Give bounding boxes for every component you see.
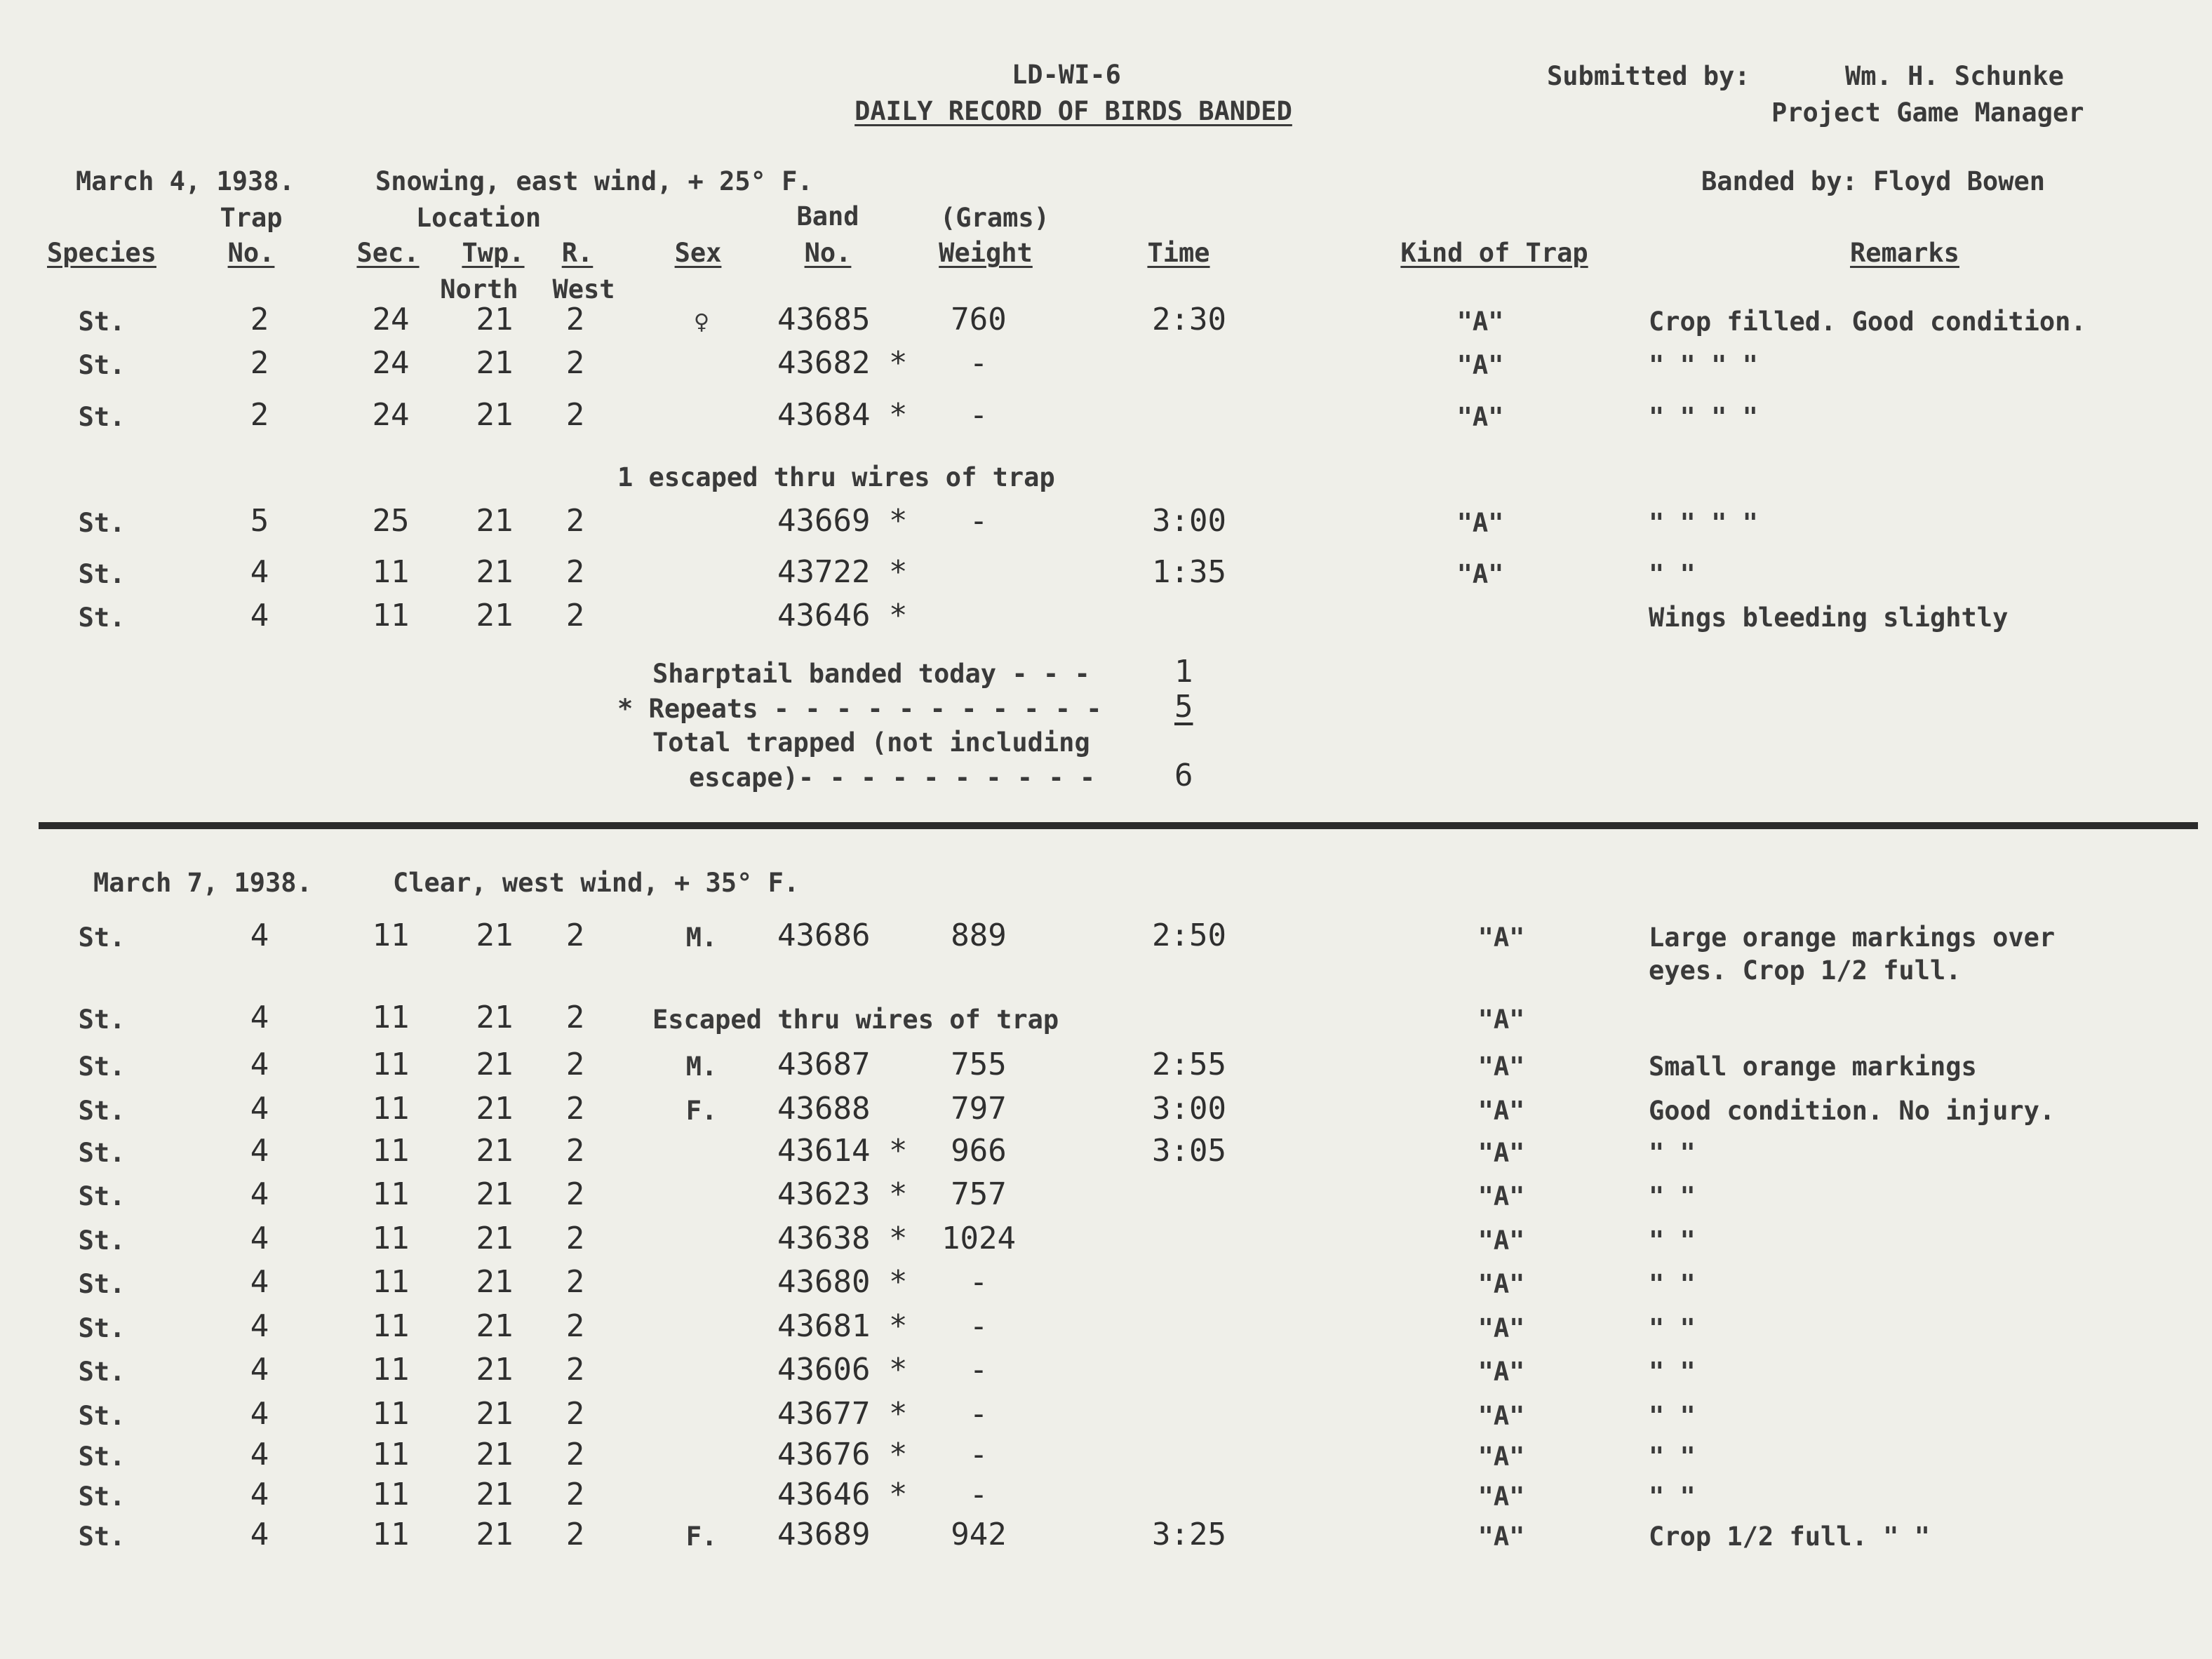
cell-species: St.: [78, 559, 126, 589]
cell-species: St.: [78, 508, 126, 538]
cell-twp: 21: [476, 1308, 514, 1344]
cell-kind: "A": [1477, 1225, 1525, 1256]
cell-weight: 942: [951, 1517, 1007, 1552]
cell-band: 43646 *: [777, 598, 908, 633]
cell-band: 43646 *: [777, 1477, 908, 1512]
escaped-note: 1 escaped thru wires of trap: [617, 462, 1055, 492]
summary-banded-value: 1: [1174, 654, 1193, 690]
cell-band: 43685: [777, 302, 871, 337]
cell-time: 2:50: [1152, 918, 1226, 953]
cell-r: 2: [565, 503, 585, 539]
cell-sec: 11: [372, 1176, 410, 1212]
cell-remarks: Large orange markings over: [1649, 922, 2056, 953]
cell-remarks: " " " ": [1649, 508, 1758, 538]
cell-species: St.: [78, 307, 126, 337]
cell-weight: -: [969, 1352, 988, 1388]
col-r: R.: [561, 238, 594, 268]
cell-sec: 24: [372, 302, 410, 337]
cell-sex: F.: [685, 1522, 718, 1552]
cell-band: 43677 *: [777, 1396, 908, 1432]
cell-sec: 11: [372, 1264, 410, 1300]
day2-escaped-note: Escaped thru wires of trap: [652, 1005, 1059, 1035]
cell-species: St.: [78, 1181, 126, 1211]
cell-trap: 4: [250, 1308, 269, 1344]
col-kind-of-trap: Kind of Trap: [1400, 238, 1588, 268]
cell-trap: 4: [250, 1437, 269, 1472]
cell-remarks: " ": [1649, 559, 1696, 589]
cell-band: 43687: [777, 1047, 871, 1082]
cell-trap: 4: [250, 1133, 269, 1169]
cell-kind: "A": [1456, 307, 1504, 337]
summary-total-label-2: escape)- - - - - - - - - -: [689, 763, 1096, 793]
cell-sec: 24: [372, 397, 410, 433]
cell-band: 43684 *: [777, 397, 908, 433]
cell-trap: 4: [250, 1396, 269, 1432]
cell-trap: 4: [250, 1091, 269, 1127]
cell-r: 2: [565, 1352, 585, 1388]
cell-r: 2: [565, 345, 585, 381]
cell-band: 43689: [777, 1517, 871, 1552]
cell-time: 2:55: [1152, 1047, 1226, 1082]
cell-sec: 24: [372, 345, 410, 381]
cell-sec: 11: [372, 1517, 410, 1552]
summary-banded-label: Sharptail banded today - - -: [652, 659, 1090, 689]
cell-band: 43680 *: [777, 1264, 908, 1300]
cell-time: 3:05: [1152, 1133, 1226, 1169]
cell-kind: "A": [1477, 1442, 1525, 1472]
col-twp: Twp.: [462, 238, 525, 268]
cell-twp: 21: [476, 397, 514, 433]
cell-species: St.: [78, 1401, 126, 1431]
cell-trap: 4: [250, 1176, 269, 1212]
col-weight: Weight: [939, 238, 1033, 268]
cell-remarks: " ": [1649, 1357, 1696, 1387]
cell-species: St.: [78, 1005, 126, 1035]
cell-sex: ♀: [693, 307, 710, 337]
cell-time: 3:00: [1152, 1091, 1226, 1127]
cell-weight: 1024: [941, 1221, 1016, 1256]
col-time: Time: [1147, 238, 1210, 268]
cell-band: 43722 *: [777, 554, 908, 590]
cell-species: St.: [78, 1269, 126, 1299]
col-band-top: Band: [796, 201, 859, 231]
cell-twp: 21: [476, 1047, 514, 1082]
cell-kind: "A": [1477, 1313, 1525, 1343]
cell-r: 2: [565, 397, 585, 433]
col-band-no: No.: [804, 238, 852, 268]
cell-remarks: " ": [1649, 1482, 1696, 1512]
cell-time: 2:30: [1152, 302, 1226, 337]
col-north: North: [440, 274, 518, 304]
cell-r: 2: [565, 1308, 585, 1344]
cell-r: 2: [565, 1517, 585, 1552]
cell-r: 2: [565, 598, 585, 633]
cell-twp: 21: [476, 345, 514, 381]
cell-weight: 966: [951, 1133, 1007, 1169]
cell-trap: 2: [250, 302, 269, 337]
day2-remarks-continued: eyes. Crop 1/2 full.: [1649, 955, 1962, 986]
cell-species: St.: [78, 350, 126, 380]
cell-r: 2: [565, 1221, 585, 1256]
summary-total-label-1: Total trapped (not including: [652, 727, 1090, 758]
cell-species: St.: [78, 402, 126, 432]
cell-r: 2: [565, 302, 585, 337]
cell-remarks: " ": [1649, 1225, 1696, 1256]
cell-remarks: Small orange markings: [1649, 1052, 1977, 1082]
col-location-top: Location: [415, 203, 542, 233]
cell-remarks: " ": [1649, 1313, 1696, 1343]
col-sex: Sex: [674, 238, 722, 268]
cell-sec: 25: [372, 503, 410, 539]
cell-sec: 11: [372, 1133, 410, 1169]
cell-r: 2: [565, 1437, 585, 1472]
cell-weight: -: [969, 1308, 988, 1344]
cell-trap: 4: [250, 1000, 269, 1035]
cell-kind: "A": [1477, 1357, 1525, 1387]
col-trap-top: Trap: [220, 203, 283, 233]
cell-r: 2: [565, 1396, 585, 1432]
cell-kind: "A": [1477, 922, 1525, 953]
cell-kind: "A": [1456, 559, 1504, 589]
cell-trap: 4: [250, 598, 269, 633]
cell-r: 2: [565, 1133, 585, 1169]
cell-sec: 11: [372, 1221, 410, 1256]
cell-kind: "A": [1477, 1401, 1525, 1431]
cell-sec: 11: [372, 1352, 410, 1388]
page-title: DAILY RECORD OF BIRDS BANDED: [854, 96, 1292, 126]
cell-remarks: " ": [1649, 1138, 1696, 1168]
cell-band: 43623 *: [777, 1176, 908, 1212]
cell-twp: 21: [476, 503, 514, 539]
cell-species: St.: [78, 1225, 126, 1256]
cell-weight: 757: [951, 1176, 1007, 1212]
cell-time: 1:35: [1152, 554, 1226, 590]
cell-species: St.: [78, 1052, 126, 1082]
cell-twp: 21: [476, 1000, 514, 1035]
day1-date: March 4, 1938.: [76, 166, 295, 196]
cell-kind: "A": [1477, 1522, 1525, 1552]
summary-repeats-value: 5: [1174, 689, 1193, 725]
cell-twp: 21: [476, 1352, 514, 1388]
cell-band: 43669 *: [777, 503, 908, 539]
cell-remarks: " ": [1649, 1442, 1696, 1472]
cell-trap: 5: [250, 503, 269, 539]
cell-r: 2: [565, 554, 585, 590]
cell-kind: "A": [1477, 1096, 1525, 1126]
cell-species: St.: [78, 1138, 126, 1168]
cell-r: 2: [565, 1176, 585, 1212]
day2-date: March 7, 1938.: [93, 868, 312, 898]
cell-kind: "A": [1456, 402, 1504, 432]
cell-weight: -: [969, 345, 988, 381]
col-sec: Sec.: [356, 238, 420, 268]
cell-trap: 4: [250, 1477, 269, 1512]
cell-sec: 11: [372, 1477, 410, 1512]
cell-weight: 760: [951, 302, 1007, 337]
submitted-by-label: Submitted by:: [1547, 61, 1750, 91]
cell-weight: -: [969, 503, 988, 539]
form-code: LD-WI-6: [1012, 60, 1121, 90]
submitted-by-title: Project Game Manager: [1771, 98, 2084, 128]
banded-by-name: Floyd Bowen: [1873, 166, 2046, 196]
cell-twp: 21: [476, 1133, 514, 1169]
col-grams-top: (Grams): [940, 203, 1050, 233]
col-trap-no: No.: [227, 238, 275, 268]
cell-twp: 21: [476, 302, 514, 337]
cell-trap: 4: [250, 554, 269, 590]
cell-band: 43614 *: [777, 1133, 908, 1169]
cell-species: St.: [78, 1482, 126, 1512]
cell-sex: M.: [685, 922, 718, 953]
cell-trap: 4: [250, 1517, 269, 1552]
cell-species: St.: [78, 1522, 126, 1552]
cell-trap: 2: [250, 345, 269, 381]
cell-kind: "A": [1477, 1138, 1525, 1168]
cell-band: 43638 *: [777, 1221, 908, 1256]
cell-remarks: Crop filled. Good condition.: [1649, 307, 2086, 337]
cell-trap: 4: [250, 1047, 269, 1082]
submitted-by-name: Wm. H. Schunke: [1845, 61, 2064, 91]
cell-band: 43681 *: [777, 1308, 908, 1344]
cell-twp: 21: [476, 1221, 514, 1256]
cell-sec: 11: [372, 1000, 410, 1035]
cell-band: 43688: [777, 1091, 871, 1127]
cell-kind: "A": [1477, 1181, 1525, 1211]
cell-weight: -: [969, 1477, 988, 1512]
cell-species: St.: [78, 1096, 126, 1126]
col-west: West: [552, 274, 615, 304]
cell-kind: "A": [1477, 1482, 1525, 1512]
cell-trap: 4: [250, 1221, 269, 1256]
banded-by-label: Banded by:: [1701, 166, 1858, 196]
cell-r: 2: [565, 1091, 585, 1127]
cell-twp: 21: [476, 1091, 514, 1127]
col-remarks: Remarks: [1850, 238, 1959, 268]
cell-weight: -: [969, 397, 988, 433]
col-species: Species: [47, 238, 156, 268]
cell-twp: 21: [476, 554, 514, 590]
cell-weight: -: [969, 1264, 988, 1300]
cell-weight: 889: [951, 918, 1007, 953]
cell-remarks: " ": [1649, 1401, 1696, 1431]
cell-sec: 11: [372, 554, 410, 590]
cell-kind: "A": [1456, 350, 1504, 380]
cell-band: 43682 *: [777, 345, 908, 381]
cell-time: 3:00: [1152, 503, 1226, 539]
cell-sec: 11: [372, 1308, 410, 1344]
cell-twp: 21: [476, 918, 514, 953]
cell-sec: 11: [372, 598, 410, 633]
cell-twp: 21: [476, 1264, 514, 1300]
cell-remarks: Crop 1/2 full. " ": [1649, 1522, 1930, 1552]
cell-kind: "A": [1477, 1052, 1525, 1082]
cell-r: 2: [565, 918, 585, 953]
cell-r: 2: [565, 1000, 585, 1035]
cell-sex: F.: [685, 1096, 718, 1126]
cell-species: St.: [78, 603, 126, 633]
cell-trap: 4: [250, 918, 269, 953]
cell-r: 2: [565, 1047, 585, 1082]
cell-weight: -: [969, 1437, 988, 1472]
summary-total-value: 6: [1174, 758, 1193, 793]
cell-species: St.: [78, 1357, 126, 1387]
cell-time: 3:25: [1152, 1517, 1226, 1552]
cell-remarks: " " " ": [1649, 402, 1758, 432]
cell-kind: "A": [1477, 1005, 1525, 1035]
cell-weight: 755: [951, 1047, 1007, 1082]
summary-repeats-label: * Repeats - - - - - - - - - - -: [617, 694, 1102, 724]
cell-remarks: " ": [1649, 1181, 1696, 1211]
cell-trap: 4: [250, 1264, 269, 1300]
cell-kind: "A": [1456, 508, 1504, 538]
cell-remarks: Good condition. No injury.: [1649, 1096, 2056, 1126]
cell-sex: M.: [685, 1052, 718, 1082]
cell-r: 2: [565, 1477, 585, 1512]
cell-weight: 797: [951, 1091, 1007, 1127]
cell-twp: 21: [476, 1437, 514, 1472]
day1-weather: Snowing, east wind, + 25° F.: [375, 166, 813, 196]
cell-band: 43676 *: [777, 1437, 908, 1472]
cell-sec: 11: [372, 1437, 410, 1472]
day2-weather: Clear, west wind, + 35° F.: [393, 868, 800, 898]
cell-twp: 21: [476, 598, 514, 633]
cell-trap: 4: [250, 1352, 269, 1388]
cell-band: 43686: [777, 918, 871, 953]
cell-species: St.: [78, 1442, 126, 1472]
cell-sec: 11: [372, 1091, 410, 1127]
cell-r: 2: [565, 1264, 585, 1300]
cell-species: St.: [78, 1313, 126, 1343]
cell-remarks: Wings bleeding slightly: [1649, 603, 2009, 633]
cell-twp: 21: [476, 1477, 514, 1512]
cell-remarks: " " " ": [1649, 350, 1758, 380]
cell-twp: 21: [476, 1517, 514, 1552]
cell-sec: 11: [372, 1396, 410, 1432]
cell-twp: 21: [476, 1396, 514, 1432]
section-divider: [39, 822, 2198, 829]
cell-sec: 11: [372, 918, 410, 953]
cell-sec: 11: [372, 1047, 410, 1082]
cell-twp: 21: [476, 1176, 514, 1212]
cell-species: St.: [78, 922, 126, 953]
cell-weight: -: [969, 1396, 988, 1432]
cell-kind: "A": [1477, 1269, 1525, 1299]
cell-trap: 2: [250, 397, 269, 433]
cell-band: 43606 *: [777, 1352, 908, 1388]
cell-remarks: " ": [1649, 1269, 1696, 1299]
